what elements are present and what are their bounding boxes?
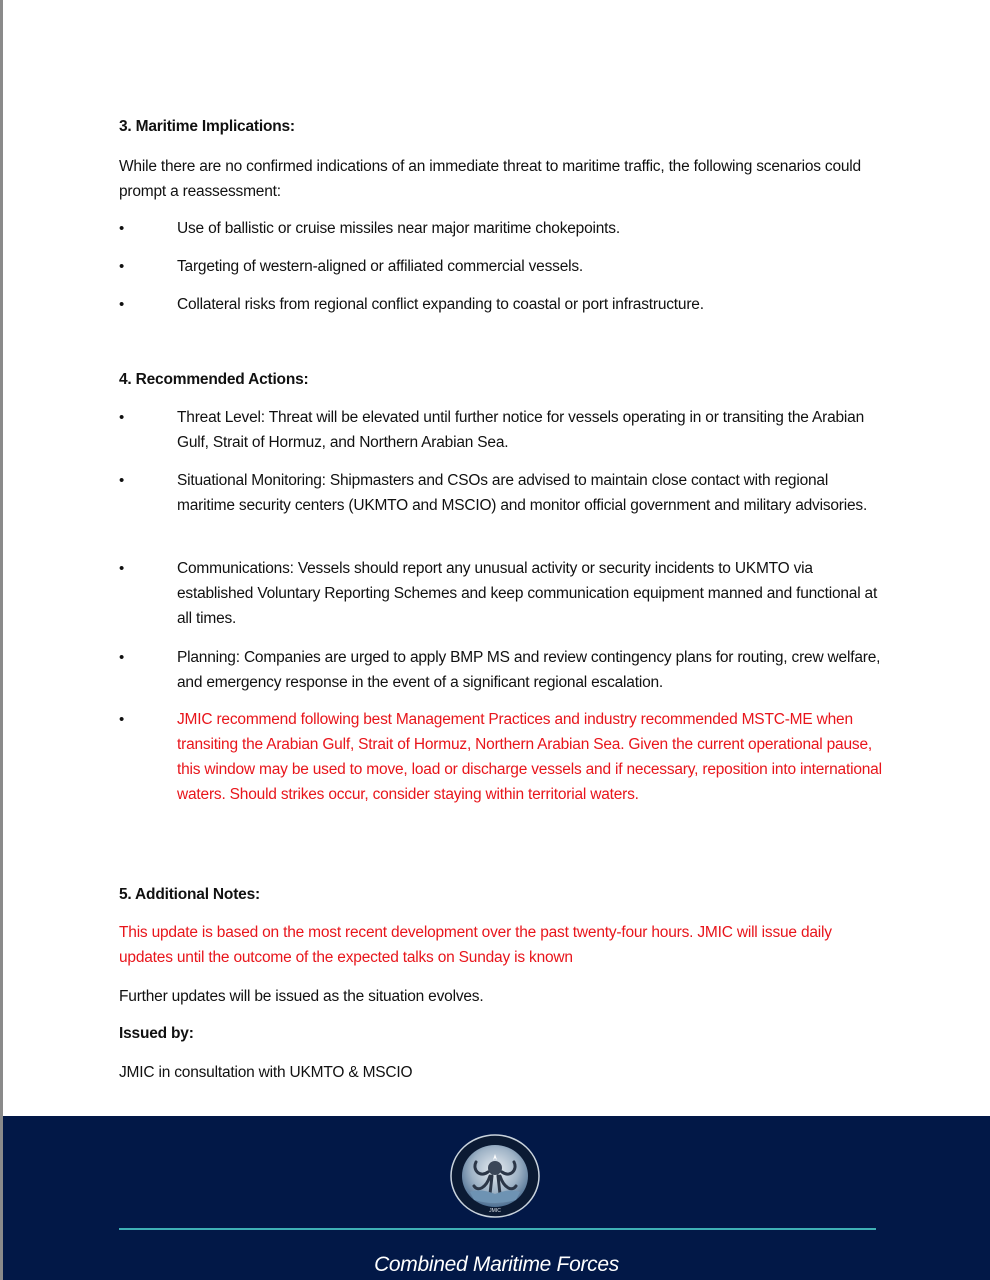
bullet-icon: • (119, 560, 125, 577)
additional-notes-red: This update is based on the most recent development over the past twenty-four hours. JMIC will issue daily updates until the outcome of the expected talks on Sunday is known (119, 924, 832, 966)
bullet-icon: • (119, 649, 125, 666)
further-updates-text: Further updates will be issued as the situation evolves. (119, 988, 484, 1005)
list-item-text: Planning: Companies are urged to apply BMP MS and review contingency plans for routing, crew welfare, and emergency response in the event of a significant regional escalation. (177, 649, 881, 691)
svg-text:JMIC: JMIC (489, 1208, 501, 1214)
list-item-text: Collateral risks from regional conflict expanding to coastal or port infrastructure. (177, 296, 704, 313)
jmic-octopus-seal-icon (450, 1134, 540, 1218)
bullet-icon: • (119, 409, 125, 426)
section-3-intro: While there are no confirmed indications of an immediate threat to maritime traffic, the following scenarios could prompt a reassessment: (119, 158, 861, 200)
bullet-icon: • (119, 220, 125, 237)
footer-divider (119, 1228, 876, 1230)
list-item-text: Communications: Vessels should report any unusual activity or security incidents to UKMTO via established Voluntary Reporting Schemes and keep communication equipment manned and functional at all times. (177, 560, 878, 627)
section-5-heading: 5. Additional Notes: (119, 886, 260, 903)
section-3-heading: 3. Maritime Implications: (119, 118, 295, 135)
footer-title: Combined Maritime Forces (374, 1253, 619, 1276)
list-item-text-red: JMIC recommend following best Management Practices and industry recommended MSTC-ME when transiting the Arabian Gulf, Strait of Hormuz, Northern Arabian Sea. Given the current operational pause, this window may be used to move, load or discharge vessels and if necessary, reposition into international waters. Should strikes occur, consider staying within territorial waters. (177, 711, 882, 803)
issued-by-value: JMIC in consultation with UKMTO & MSCIO (119, 1064, 413, 1081)
bullet-icon: • (119, 296, 125, 313)
page-footer (3, 1116, 990, 1280)
document-page (3, 0, 990, 1280)
issued-by-label: Issued by: (119, 1025, 194, 1042)
bullet-icon: • (119, 472, 125, 489)
section-4-heading: 4. Recommended Actions: (119, 371, 309, 388)
bullet-icon: • (119, 258, 125, 275)
list-item-text: Threat Level: Threat will be elevated until further notice for vessels operating in or transiting the Arabian Gulf, Strait of Hormuz, and Northern Arabian Sea. (177, 409, 864, 451)
list-item-text: Use of ballistic or cruise missiles near major maritime chokepoints. (177, 220, 620, 237)
list-item-text: Situational Monitoring: Shipmasters and CSOs are advised to maintain close contact with regional maritime security centers (UKMTO and MSCIO) and monitor official government and military advisories. (177, 472, 868, 514)
bullet-icon: • (119, 711, 125, 728)
list-item-text: Targeting of western-aligned or affiliated commercial vessels. (177, 258, 584, 275)
